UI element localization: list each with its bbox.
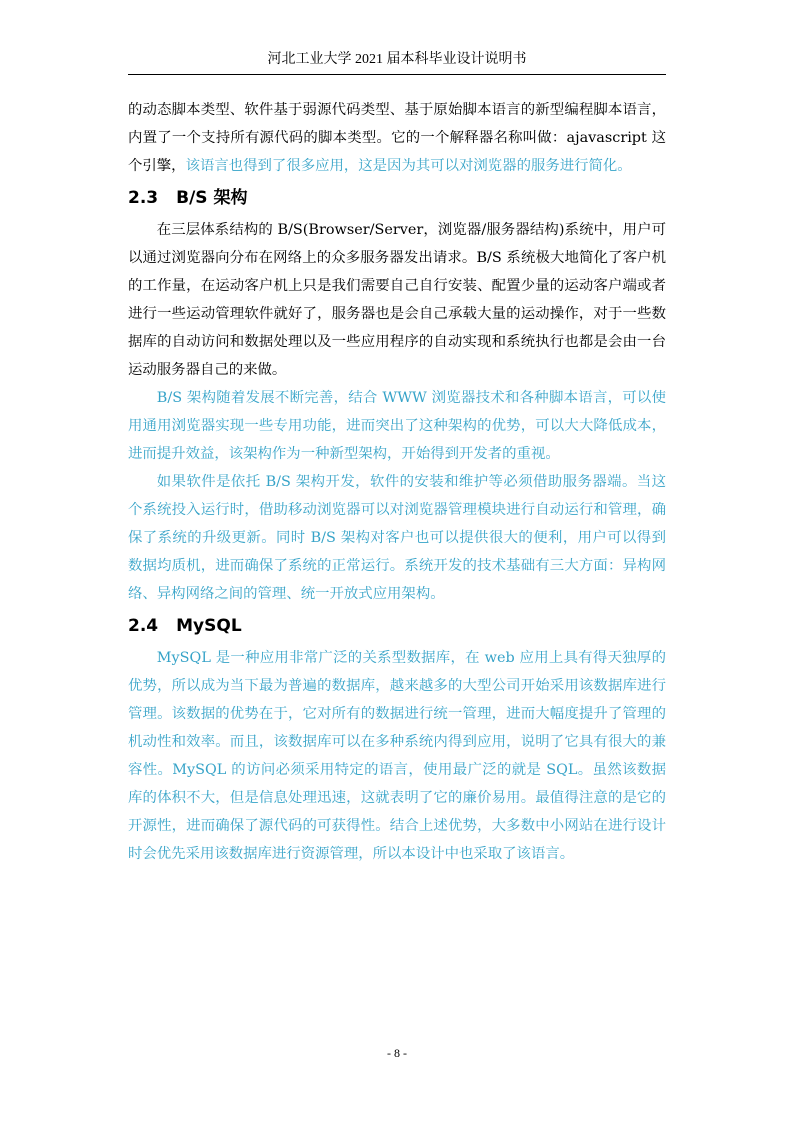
page-header: 河北工业大学 2021 届本科毕业设计说明书 — [267, 52, 527, 67]
section-title: MySQL — [176, 616, 242, 636]
bs-paragraph-3: 如果软件是依托 B/S 架构开发，软件的安装和维护等必须借助服务器端。当这个系统投入运行时，借助移动浏览器可以对浏览器管理模块进行自动运行和管理，确保了系统的升级更新。同时 B/S 架构对客户也可以提供很大的便利，用户可以得到数据均质机，进而确保了系统的正常运行。系统开发的技术基础有三大方面：异构网络、异构网络之间的管理、统一开放式应用架构。 — [128, 474, 666, 602]
bs-paragraph-2: B/S 架构随着发展不断完善，结合 WWW 浏览器技术和各种脚本语言，可以使用通用浏览器实现一些专用功能，进而突出了这种架构的优势，可以大大降低成本，进而提升效益，该架构作为一种新型架构，开始得到开发者的重视。 — [128, 390, 666, 462]
document-body — [128, 96, 666, 868]
section-number: 2.4 — [128, 616, 159, 636]
intro-highlight: 该语言也得到了很多应用，这是因为其可以对浏览器的服务进行简化。 — [185, 158, 632, 174]
intro-paragraph — [128, 96, 666, 180]
section-title: B/S 架构 — [176, 188, 248, 208]
section-heading-mysql — [128, 611, 666, 641]
section-number: 2.3 — [128, 188, 159, 208]
header-rule — [128, 74, 666, 75]
page-number: - 8 - — [387, 1046, 407, 1060]
bs-paragraph-1: 在三层体系结构的 B/S(Browser/Server，浏览器/服务器结构)系统中，用户可以通过浏览器向分布在网络上的众多服务器发出请求。B/S 系统极大地简化了客户机的工作量，在运动客户机上只是我们需要自己自行安装、配置少量的运动客户端或者进行一些运动管理软件就好了，服务器也是会自己承载大量的运动操作，对于一些数据库的自动访问和数据处理以及一些应用程序的自动实现和系统执行也都是会由一台运动服务器自己的来做。 — [128, 222, 666, 378]
mysql-paragraph: MySQL 是一种应用非常广泛的关系型数据库，在 web 应用上具有得天独厚的优势，所以成为当下最为普遍的数据库，越来越多的大型公司开始采用该数据库进行管理。该数据的优势在于，它对所有的数据进行统一管理，进而大幅度提升了管理的机动性和效率。而且，该数据库可以在多种系统内得到应用，说明了它具有很大的兼容性。MySQL 的访问必须采用特定的语言，使用最广泛的就是 SQL。虽然该数据库的体积不大，但是信息处理迅速，这就表明了它的廉价易用。最值得注意的是它的开源性，进而确保了源代码的可获得性。结合上述优势，大多数中小网站在进行设计时会优先采用该数据库进行资源管理，所以本设计中也采取了该语言。 — [128, 650, 666, 862]
intro-text: 的动态脚本类型、软件基于弱源代码类型、基于原始脚本语言的新型编程脚本语言，内置了一个支持所有源代码的脚本类型。它的一个解释器名称叫做：ajavascript 这个引擎， — [128, 102, 666, 174]
section-heading-bs — [128, 183, 666, 213]
